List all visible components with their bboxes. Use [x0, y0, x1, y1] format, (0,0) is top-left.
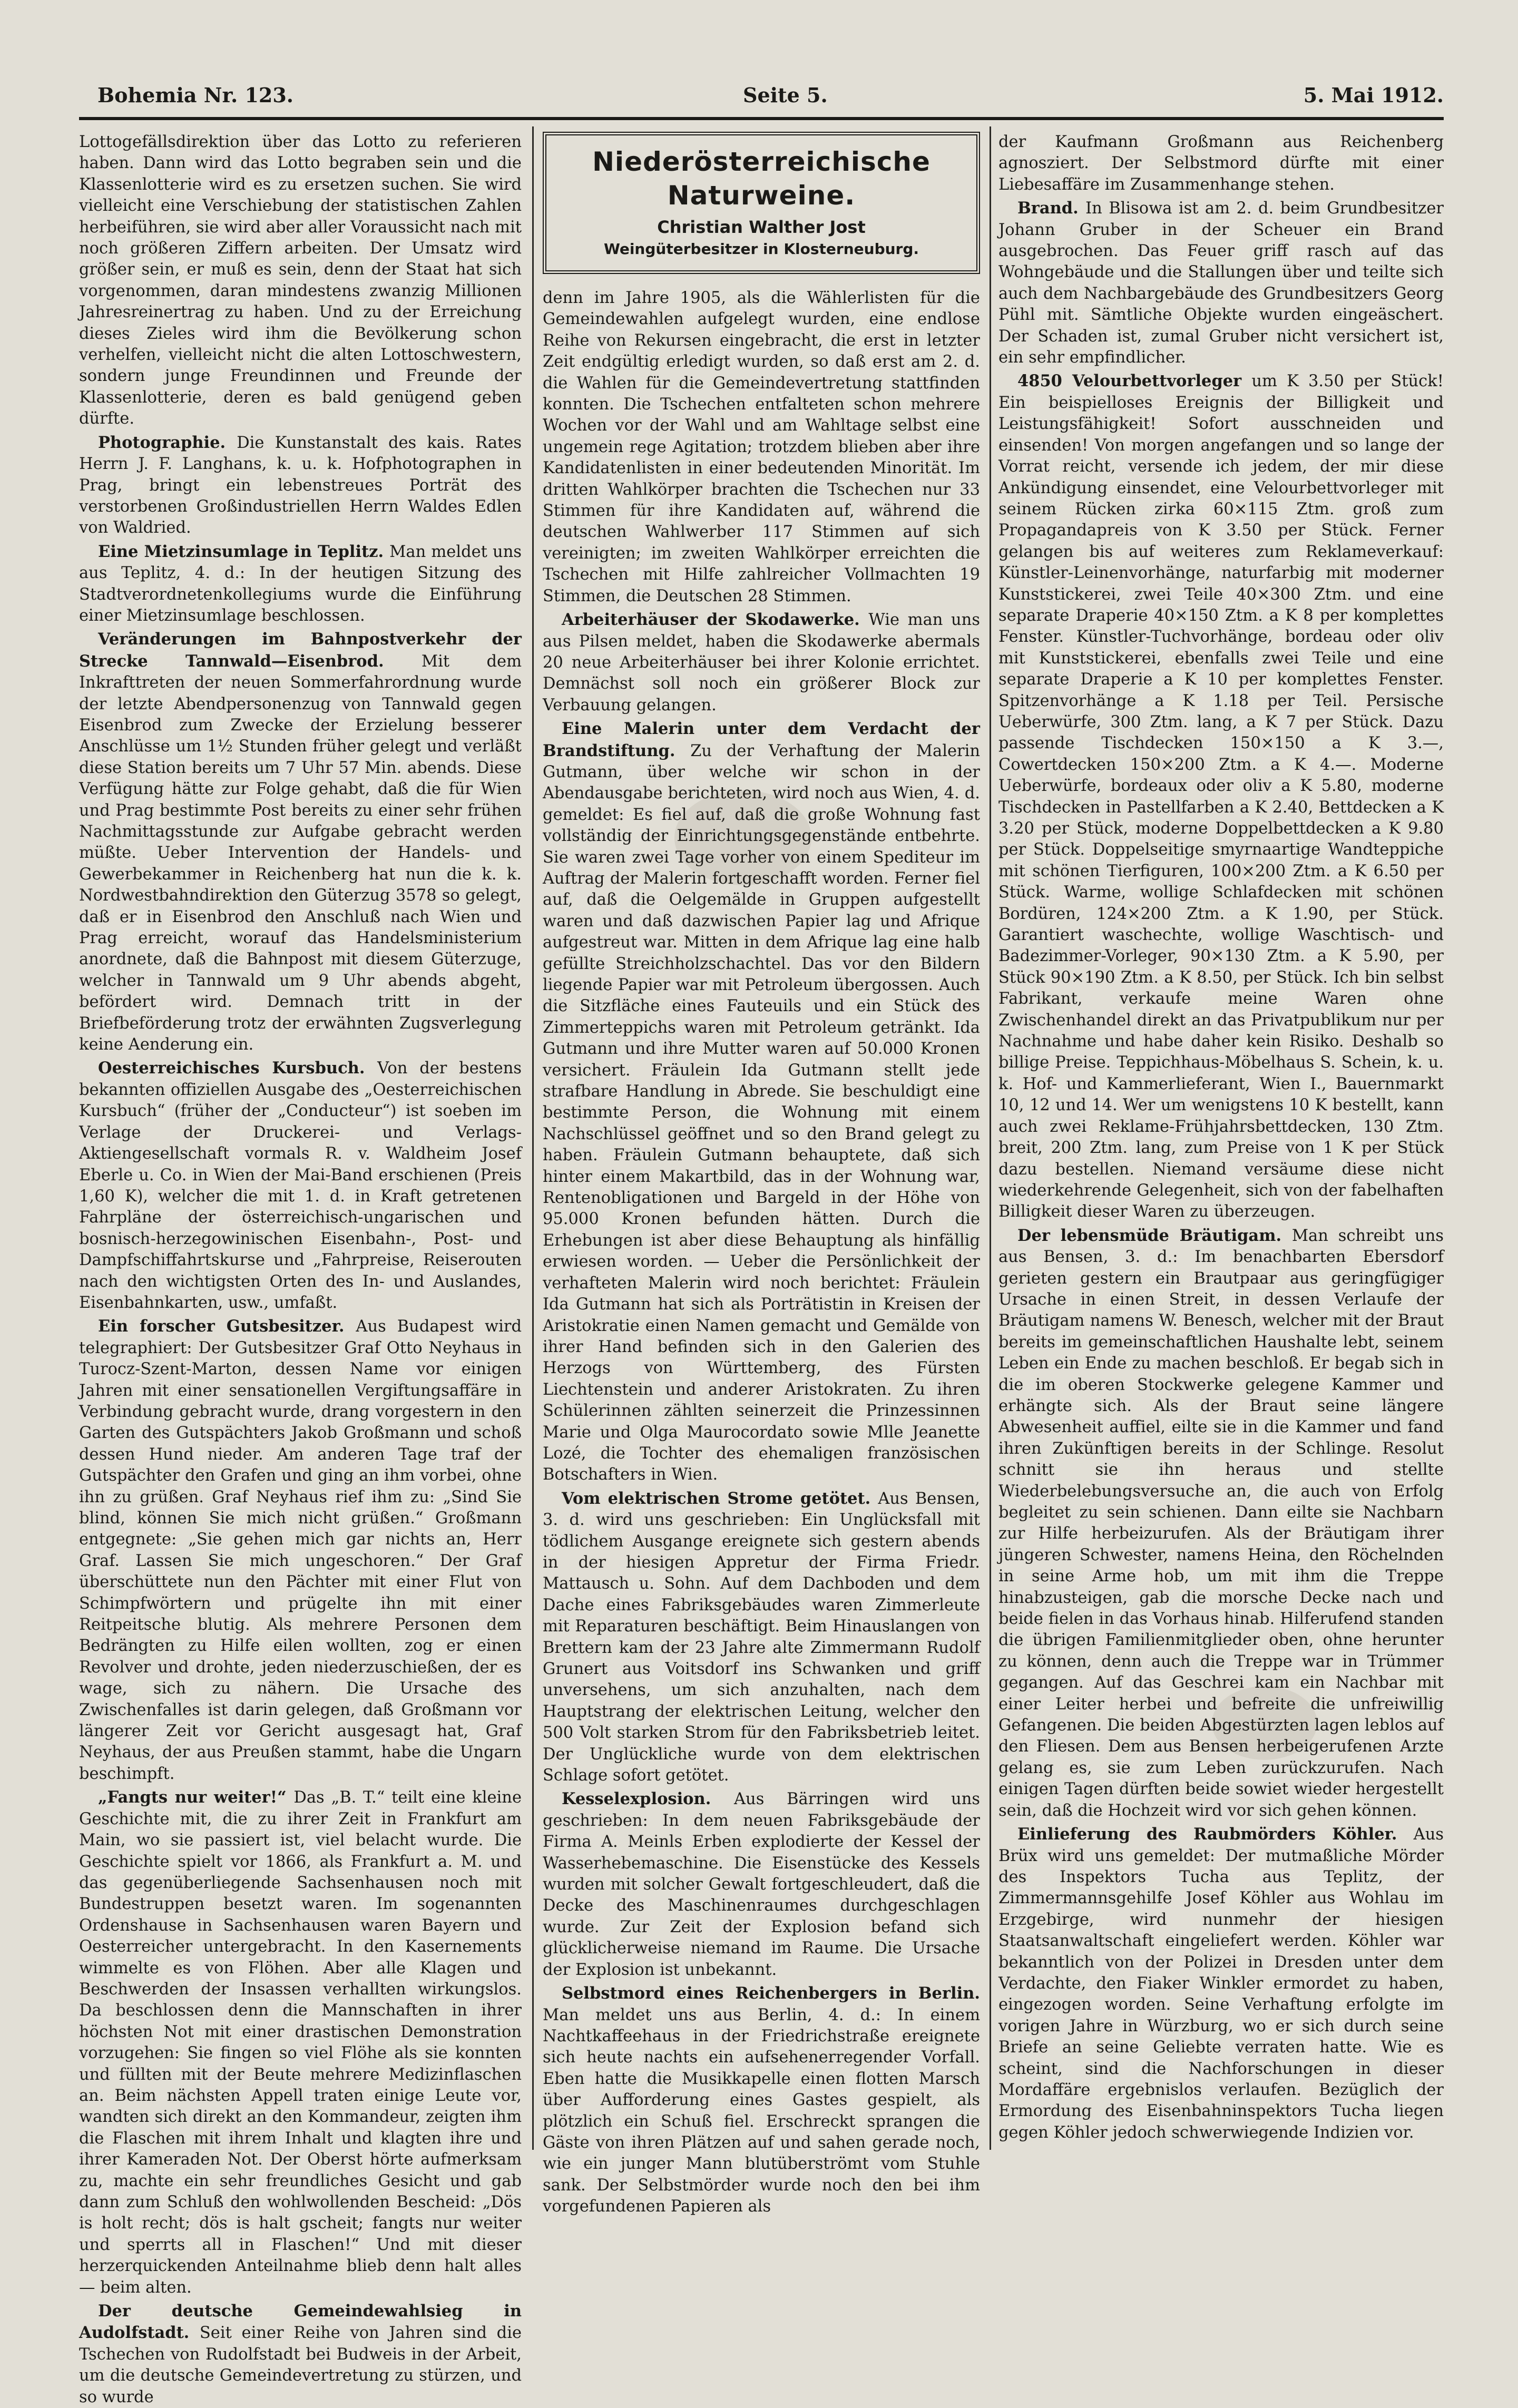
article-paragraph — [79, 432, 522, 539]
ad-name: Christian Walther Jost — [657, 217, 866, 237]
article-paragraph — [79, 1058, 522, 1314]
article-heading: Vom elektrischen Strome getötet. — [562, 1489, 878, 1508]
article-text: Zu der Verhaftung der Malerin Gutmann, über welche wir schon in der Abendausgabe berichteten, wird noch aus Wien, 4. d. gemeldet: Es fiel auf, daß die große Wohnung fast vollständig der Einrichtungsgegenstände entbehrte. Sie waren zwei Tage vorher von einem Spediteur im Auftrag der Malerin fortgeschafft worden. Ferner fiel auf, daß die Oelgemälde in Gruppen aufgestellt waren und daß dazwischen Papier lag und Afrique aufgestreut war. Mitten in dem Afrique lag eine halb gefüllte Streichholzschachtel. Das vor den Bildern liegende Papier war mit Petroleum übergossen. Auch die Sitzfläche eines Fauteuils und ein Stück des Zimmerteppichs waren mit Petroleum getränkt. Ida Gutmann und ihre Mutter waren auf 50.000 Kronen versichert. Fräulein Ida Gutmann stellt jede strafbare Handlung in Abrede. Sie beschuldigt eine bestimmte Person, die Wohnung mit einem Nachschlüssel geöffnet und so den Brand gelegt zu haben. Fräulein Gutmann behauptete, daß sich hinter einem Makartbild, das in der Wohnung war, Rentenobligationen und Bargeld in der Höhe von 95.000 Kronen befunden hätten. Durch die Erhebungen ist aber diese Behauptung als hinfällig erwiesen worden. — Ueber die Persönlichkeit der verhafteten Malerin wird noch berichtet: Fräulein Ida Gutmann hat sich als Porträtistin in Kreisen der Aristokratie einen Namen gemacht und Gemälde von ihrer Hand befinden sich in den Galerien des Herzogs von Württemberg, des Fürsten Liechtenstein und anderer Aristokraten. Zu ihren Schülerinnen zählten seinerzeit die Prinzessinnen Marie und Olga Maurocordato sowie Mlle Jeanette Lozé, die Tochter des ehemaligen französischen Botschafters in Wien. — [543, 741, 980, 1484]
article-text: Mit dem Inkrafttreten der neuen Sommerfahrordnung wurde der letzte Abendpersonenzug von Tannwald gegen Eisenbrod zum Zwecke der Erzielung besserer Anschlüsse um 1½ Stunden früher gelegt und verläßt diese Station bereits um 7 Uhr 57 Min. abends. Diese Verfügung hätte zur Folge gehabt, daß die für Wien und Prag bestimmte Post bereits zu einer sehr frühen Nachmittagsstunde zur Aufgabe gebracht werden müßte. Ueber Intervention der Handels- und Gewerbekammer in Reichenberg hat nun die k. k. Nordwestbahndirektion den Güterzug 3578 so gelegt, daß er in Eisenbrod den Anschluß nach Wien und Prag erreicht, worauf das Handelsministerium anordnete, daß die Bahnpost mit diesem Güterzuge, welcher in Tannwald um 9 Uhr abends abgeht, befördert wird. Demnach tritt in der Briefbeförderung trotz der erwähnten Zugsverlegung keine Aenderung ein. — [79, 652, 522, 1054]
article-paragraph — [543, 1488, 980, 1787]
article-text: Man meldet uns aus Teplitz, 4. d.: In der heutigen Sitzung des Stadtverordnetenkollegiums wurde die Einführung einer Mietzinsumlage beschlossen. — [79, 542, 522, 625]
page-number: Seite 5. — [743, 83, 828, 107]
article-heading: Oesterreichisches Kursbuch. — [98, 1059, 378, 1078]
article-paragraph — [998, 1824, 1444, 2143]
article-text: In Blisowa ist am 2. d. beim Grundbesitzer Johann Gruber in der Scheuer ein Brand ausgebrochen. Das Feuer griff rasch auf das Wohngebäude und die Stallungen über und teilte sich auch dem Nachbargebäude des Grundbesitzers Georg Pühl mit. Sämtliche Objekte wurden eingeäschert. Der Schaden ist, zumal Gruber nicht versichert ist, ein sehr empfindlicher. — [998, 199, 1444, 367]
ad-title: Niederösterreichische Naturweine. — [592, 146, 931, 211]
article-text: Die Kunstanstalt des kais. Rates Herrn J. F. Langhans, k. u. k. Hofphotographen in Prag, bringt ein lebenstreues Porträt des verstorbenen Großindustriellen Herrn Waldes Edlen von Waldried. — [79, 433, 522, 537]
article-heading: 4850 Velourbettvorleger — [1017, 371, 1252, 391]
column-divider — [532, 126, 534, 2150]
article-paragraph — [543, 1983, 980, 2217]
article-text: Aus Budapest wird telegraphiert: Der Gutsbesitzer Graf Otto Neyhaus in Turocz-Szent-Marton, dessen Name vor einigen Jahren mit einer sensationellen Vergiftungsaffäre in Verbindung gebracht wurde, drang vorgestern in den Garten des Gutspächters Jakob Großmann und schoß dessen Hund nieder. Am anderen Tage traf der Gutspächter den Grafen und ging an ihm vorbei, ohne ihn zu grüßen. Graf Neyhaus rief ihm zu: „Sind Sie blind, können Sie mich nicht grüßen.“ Großmann entgegnete: „Sie gehen mich gar nichts an, Herr Graf. Lassen Sie mich ungeschoren.“ Der Graf überschüttete nun den Pächter mit einer Flut von Schimpfwörtern und prügelte ihn mit einer Reitpeitsche blutig. Als mehrere Personen dem Bedrängten zu Hilfe eilen wollten, zog er einen Revolver und drohte, jeden niederzuschießen, der es wage, sich zu nähern. Die Ursache des Zwischenfalles ist darin gelegen, daß Großmann vor längerer Zeit vor Gericht ausgesagt hat, Graf Neyhaus, der aus Preußen stammt, habe die Ungarn beschimpft. — [79, 1317, 522, 1783]
ad-subline: Weingüterbesitzer in Klosterneuburg. — [603, 240, 919, 258]
article-paragraph — [79, 541, 522, 627]
article-paragraph — [543, 1788, 980, 1981]
article-paragraph — [79, 2301, 522, 2408]
article-heading: Veränderungen im Bahnpostverkehr der Strecke Tannwald—Eisenbrod. — [79, 630, 522, 671]
article-paragraph — [998, 198, 1444, 368]
column-2-articles — [543, 288, 980, 2218]
article-text: denn im Jahre 1905, als die Wählerlisten für die Gemeindewahlen aufgelegt wurden, eine endlose Reihe von Rekursen eingebracht, die erst in letzter Zeit endgültig erledigt wurden, so daß erst am 2. d. die Wahlen für die Gemeindevertretung stattfinden konnten. Die Tschechen entfalteten schon mehrere Wochen vor der Wahl und am Wahltage selbst eine ungemein rege Agitation; trotzdem blieben aber ihre Kandidatenlisten in einer bedeutenden Minorität. Im dritten Wahlkörper brachten die Tschechen nur 33 Stimmen für ihre Kandidaten auf, während die deutschen Wahlwerber 117 Stimmen auf sich vereinigten; im zweiten Wahlkörper erreichten die Tschechen mit Hilfe zahlreicher Vollmachten 19 Stimmen, die Deutschen 28 Stimmen. — [543, 289, 980, 605]
column-3 — [998, 132, 1444, 2150]
page-header — [79, 79, 1444, 116]
article-text: Man schreibt uns aus Bensen, 3. d.: Im benachbarten Ebersdorf gerieten gestern ein Brautpaar aus geringfügiger Ursache in einen Streit, in dessen Verlaufe der Bräutigam namens W. Benesch, welcher mit der Braut bereits im gemeinschaftlichen Haushalte lebt, seinem Leben ein Ende zu machen beschloß. Er begab sich in die im oberen Stockwerke gelegene Kammer und erhängte sich. Als der Braut seine längere Abwesenheit auffiel, eilte sie in die Kammer und fand ihren Zukünftigen bereits in der Schlinge. Resolut schnitt sie ihn heraus und stellte Wiederbelebungsversuche an, die auch von Erfolg begleitet zu sein schienen. Dann eilte sie Nachbarn zur Hilfe herbeizurufen. Als der Bräutigam ihrer jüngeren Schwester, namens Heina, den Röchelnden in seine Arme hob, um mit ihm die Treppe hinabzusteigen, gab die morsche Decke nach und beide fielen in das Vorhaus hinab. Hilferufend standen die übrigen Familienmitglieder oben, ohne herunter zu können, denn auch die Treppe war in Trümmer gegangen. Auf das Geschrei kam ein Nachbar mit einer Leiter herbei und befreite die unfreiwillig Gefangenen. Die beiden Abgestürzten lagen leblos auf den Fliesen. Dem aus Bensen herbeigerufenen Arzte gelang es, sie zum Leben zurückzurufen. Nach einigen Tagen dürften beide sowiet wieder hergestellt sein, daß die Hochzeit wird vor sich gehen können. — [998, 1226, 1444, 1820]
paper-stain — [1212, 1686, 1317, 1760]
column-divider — [990, 126, 991, 2150]
article-paragraph — [79, 1316, 522, 1785]
article-heading: Eine Malerin unter dem Verdacht der Brandstiftung. — [543, 719, 980, 760]
article-heading: Einlieferung des Raubmörders Köhler. — [1017, 1825, 1414, 1844]
article-heading: Eine Mietzinsumlage in Teplitz. — [98, 542, 390, 561]
article-heading: Der deutsche Gemeindewahlsieg in Audolfstadt. — [79, 2302, 522, 2343]
article-paragraph — [79, 629, 522, 1055]
paper-stain — [674, 790, 811, 885]
article-heading: Selbstmord eines Reichenbergers in Berlin. — [562, 1984, 980, 2003]
article-heading: Ein forscher Gutsbesitzer. — [98, 1317, 356, 1336]
article-heading: Der lebensmüde Bräutigam. — [1017, 1226, 1292, 1245]
article-paragraph — [543, 609, 980, 716]
article-heading: „Fangts nur weiter!“ — [98, 1788, 294, 1807]
article-text: Aus Bensen, 3. d. wird uns geschrieben: Ein Unglücksfall mit tödlichem Ausgange ereignete sich gestern abends in der hiesigen Appretur der Firma Friedr. Mattausch u. Sohn. Auf dem Dachboden und dem Dache eines Fabriksgebäudes waren Zimmerleute mit Reparaturen beschäftigt. Beim Hinauslangen von Brettern kam der 23 Jahre alte Zimmermann Rudolf Grunert aus Voitsdorf ins Schwanken und griff unversehens, um sich anzuhalten, nach dem Hauptstrang der elektrischen Leitung, welcher den 500 Volt starken Strom für den Fabriksbetrieb leitet. Der Unglückliche wurde von dem elektrischen Schlage sofort getötet. — [543, 1489, 980, 1785]
article-text: Aus Bärringen wird uns geschrieben: In dem neuen Fabriksgebäude der Firma A. Meinls Erben explodierte der Kessel der Wasserhebemaschine. Die Eisenstücke des Kessels wurden mit solcher Gewalt fortgeschleudert, daß die Decke des Maschinenraumes durchgeschlagen wurde. Zur Zeit der Explosion befand sich glücklicherweise niemand im Raume. Die Ursache der Explosion ist unbekannt. — [543, 1790, 980, 1979]
header-rule — [79, 117, 1444, 120]
article-text: Lottogefällsdirektion über das Lotto zu referieren haben. Dann wird das Lotto begraben sein und die Klassenlotterie wird es zu ersetzen suchen. Sie wird vielleicht eine Verschiebung der statistischen Zahlen herbeiführen, sie wird aber aller Voraussicht nach mit noch größeren Ziffern arbeiten. Der Umsatz wird größer sein, er muß es sein, denn der Staat hat sich vorgenommen, daran mindestens zwanzig Millionen Jahresreinertrag zu haben. Und zu der Erreichung dieses Zieles wird ihm die Bevölkerung schon verhelfen, vielleicht nicht die alten Lottoschwestern, sondern junge Freundinnen und Freunde der Klassenlotterie, deren es bald genügend geben dürfte. — [79, 133, 522, 428]
article-text: Aus Brüx wird uns gemeldet: Der mutmaßliche Mörder des Inspektors Tucha aus Teplitz, der Zimmermannsgehilfe Josef Köhler aus Wohlau im Erzgebirge, wird nunmehr der hiesigen Staatsanwaltschaft eingeliefert werden. Köhler war bekanntlich von der Polizei in Dresden unter dem Verdachte, den Fiaker Winkler ermordet zu haben, eingezogen worden. Seine Verhaftung erfolgte im vorigen Jahre in Würzburg, wo er sich durch seine Briefe an seine Geliebte verraten hatte. Wie es scheint, sind die Nachforschungen in dieser Mordaffäre ergebnislos verlaufen. Bezüglich der Ermordung des Eisenbahninspektors Tucha liegen gegen Köhler jedoch schwerwiegende Indizien vor. — [998, 1825, 1444, 2142]
article-paragraph — [543, 288, 980, 607]
article-text: Das „B. T.“ teilt eine kleine Geschichte mit, die zu ihrer Zeit in Frankfurt am Main, wo sie passiert ist, viel belacht wurde. Die Geschichte spielt vor 1866, als Frankfurt a. M. und das gegenüberliegende Sachsenhausen noch mit Bundestruppen besetzt waren. Im sogenannten Ordenshause in Sachsenhausen waren Bayern und Oesterreicher untergebracht. In den Kasernements wimmelte es von Flöhen. Aber alle Klagen und Beschwerden der Insassen verhallten wirkungslos. Da beschlossen denn die Mannschaften in ihrer höchsten Not mit einer drastischen Demonstration vorzugehen: Sie fingen so viel Flöhe als sie konnten und füllten mit der Beute mehrere Medizinflaschen an. Beim nächsten Appell traten einige Leute vor, wandten sich direkt an den Kommandeur, zeigten ihm die Flaschen mit ihrem Inhalt und klagten ihre und ihrer Kameraden Not. Der Oberst hörte aufmerksam zu, machte ein sehr freundliches Gesicht und gab dann zum Schluß den wohlwollenden Bescheid: „Dös is holt recht; dös is halt gscheit; fangts nur weiter und sperrts all in Flaschen!“ Und mit dieser herzerquickenden Anteilnahme blieb denn halt alles — beim alten. — [79, 1788, 522, 2297]
article-text: Von der bestens bekannten offiziellen Ausgabe des „Oesterreichischen Kursbuch“ (früher der „Conducteur“) ist soeben im Verlage der Druckerei- und Verlags-Aktiengesellschaft vormals R. v. Waldheim Josef Eberle u. Co. in Wien der Mai-Band erschienen (Preis 1,60 K), welcher die mit 1. d. in Kraft getretenen Fahrpläne der österreichisch-ungarischen und bosnisch-herzegowinischen Eisenbahn-, Post- und Dampfschiffahrtskurse und „Fahrpreise, Reiserouten nach den wichtigsten Orten des In- und Auslandes, Eisenbahnkarten, usw., umfaßt. — [79, 1059, 522, 1312]
column-2 — [543, 132, 980, 2216]
article-text: der Kaufmann Großmann aus Reichenberg agnosziert. Der Selbstmord dürfte mit einer Liebesaffäre im Zusammenhange stehen. — [998, 133, 1444, 194]
article-text: Seit einer Reihe von Jahren sind die Tschechen von Rudolfstadt bei Budweis in der Arbeit, um die deutsche Gemeindevertretung zu stürzen, und so wurde — [79, 2324, 522, 2406]
article-paragraph — [998, 132, 1444, 195]
article-text: um K 3.50 per Stück! Ein beispielloses Ereignis der Billigkeit und Leistungsfähigkeit! Sofort ausschneiden und einsenden! Von morgen angefangen und so lange der Vorrat reicht, versende ich jedem, der mir diese Ankündigung einsendet, eine Velourbettvorleger mit seinem Rücken zirka 60×115 Ztm. groß zum Propagandapreis von K 3.50 per Stück. Ferner gelangen bis auf weiteres zum Reklameverkauf: Künstler-Leinenvorhänge, naturfarbig mit moderner Kunststickerei, zwei Teile 40×300 Ztm. und eine separate Draperie 40×150 Ztm. a K 8 per komplettes Fenster. Künstler-Tuchvorhänge, bordeau oder oliv mit Kunststickerei, ebenfalls zwei Teile und eine separate Draperie a K 10 per komplettes Fenster. Spitzenvorhänge a K 1.18 per Teil. Persische Ueberwürfe, 300 Ztm. lang, a K 7 per Stück. Dazu passende Tischdecken 150×150 a K 3.—, Cowertdecken 150×200 Ztm. a K 4.—. Moderne Ueberwürfe, bordeaux oder oliv a K 5.80, moderne Tischdecken in Pastellfarben a K 2.40, Bettdecken a K 3.20 per Stück, moderne Doppelbettdecken a K 9.80 per Stück. Doppelseitige smyrnaartige Wandteppiche mit schönen Tierfiguren, 100×200 Ztm. a K 6.50 per Stück. Warme, wollige Schlafdecken mit schönen Bordüren, 124×200 Ztm. a K 1.90, per Stück. Garantiert waschechte, wollige Waschtisch- und Badezimmer-Vorleger, 90×130 Ztm. a K 5.90, per Stück 90×190 Ztm. a K 8.50, per Stück. Ich bin selbst Fabrikant, verkaufe meine Waren ohne Zwischenhandel direkt an das Privatpublikum nur per Nachnahme und habe daher kein Risiko. Deshalb so billige Preise. Teppichhaus-Möbelhaus S. Schein, k. u. k. Hof- und Kammerlieferant, Wien I., Bauernmarkt 10, 12 und 14. Wer um wenigstens 10 K bestellt, kann auch zwei Reklame-Frühjahrsbettdecken, 130 Ztm. breit, 200 Ztm. lang, zum Preise von 1 K per Stück dazu bestellen. Niemand versäume diese nicht wiederkehrende Gelegenheit, sich von der fabelhaften Billigkeit dieser Waren zu überzeugen. — [998, 372, 1444, 1221]
article-paragraph — [998, 370, 1444, 1222]
article-heading: Photographie. — [98, 433, 237, 452]
article-text: Man meldet uns aus Berlin, 4. d.: In einem Nachtkaffeehaus in der Friedrichstraße ereignete sich heute nachts ein aufsehenerregender Vorfall. Eben hatte die Musikkapelle einen flotten Marsch über Aufforderung eines Gastes gespielt, als plötzlich ein Schuß fiel. Erschreckt sprangen die Gäste von ihren Plätzen auf und sahen gerade noch, wie ein junger Mann blutüberströmt vom Stuhle sank. Der Selbstmörder wurde noch den bei ihm vorgefundenen Papieren als — [543, 2005, 980, 2216]
article-heading: Kesselexplosion. — [562, 1789, 734, 1809]
article-heading: Brand. — [1017, 199, 1086, 218]
article-text: Wie man uns aus Pilsen meldet, haben die Skodawerke abermals 20 neue Arbeiterhäuser bei ihrer Kolonie errichtet. Demnächst soll noch ein größerer Block zur Verbauung gelangen. — [543, 611, 980, 714]
article-paragraph — [79, 132, 522, 430]
column-1 — [79, 132, 522, 2406]
article-heading: Arbeiterhäuser der Skodawerke. — [562, 610, 869, 630]
issue-date: 5. Mai 1912. — [1303, 83, 1444, 107]
newspaper-issue: Bohemia Nr. 123. — [97, 83, 294, 107]
wine-advertisement — [543, 132, 980, 274]
article-paragraph — [79, 1787, 522, 2298]
